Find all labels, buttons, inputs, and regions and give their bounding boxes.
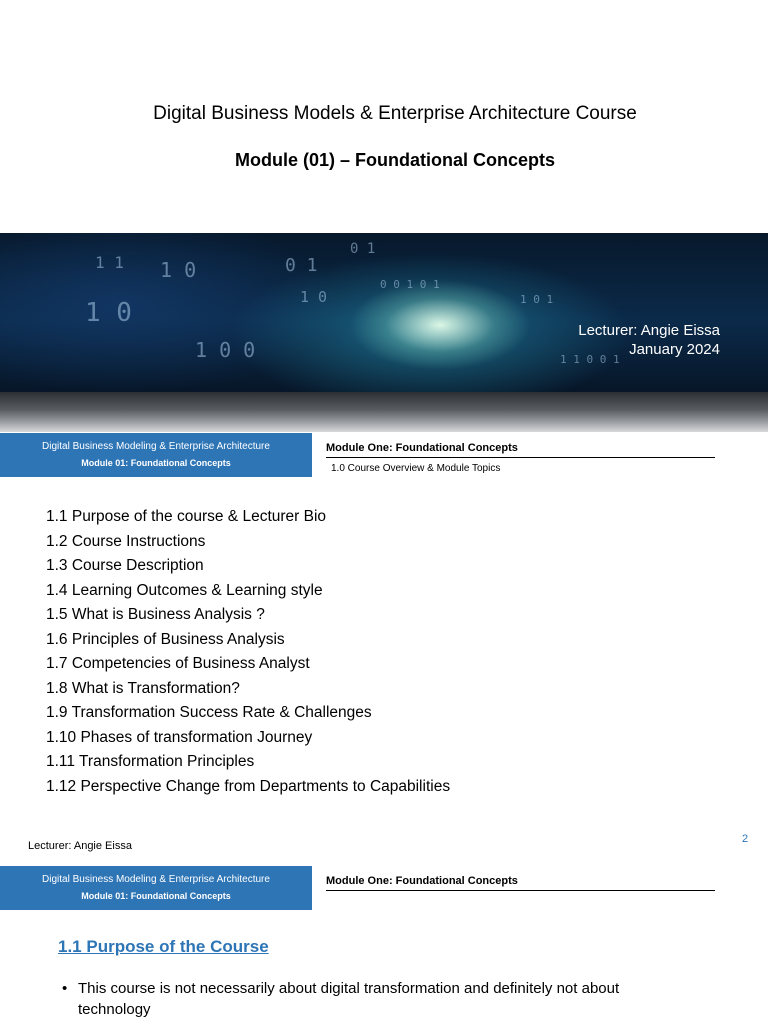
banner-binary: 1 0 xyxy=(300,288,328,306)
topic-item: 1.6 Principles of Business Analysis xyxy=(46,630,285,648)
topic-item: 1.3 Course Description xyxy=(46,557,204,574)
topic-item: 1.7 Competencies of Business Analyst xyxy=(46,655,310,672)
header-module-name: Module 01: Foundational Concepts xyxy=(81,891,231,901)
cover-date: January 2024 xyxy=(629,341,720,358)
topic-item: 1.11 Transformation Principles xyxy=(46,753,255,770)
topic-item: 1.9 Transformation Success Rate & Challenges xyxy=(46,704,372,721)
course-title: Digital Business Models & Enterprise Architecture Course xyxy=(153,103,637,124)
banner-binary: 0 1 xyxy=(285,255,318,276)
bullet-item xyxy=(62,978,682,1020)
topic-item: 1.2 Course Instructions xyxy=(46,532,206,550)
section-title: 1.1 Purpose of the Course xyxy=(58,937,269,956)
module-title: Module (01) – Foundational Concepts xyxy=(234,150,555,170)
banner-binary: 1 1 0 0 1 xyxy=(560,353,620,366)
banner-binary: 1 0 1 xyxy=(520,293,554,306)
bullet-icon: • xyxy=(62,980,68,997)
topic-item: 1.8 What is Transformation? xyxy=(46,679,240,697)
header-module-title: Module One: Foundational Concepts xyxy=(326,442,715,458)
bullet-text: This course is not necessarily about digital transformation and definitely not about technology xyxy=(78,980,620,1018)
banner-binary: 1 0 0 xyxy=(195,338,256,362)
topics-list xyxy=(46,505,450,799)
header-course-name: Digital Business Modeling & Enterprise Architecture xyxy=(42,874,270,885)
banner-binary: 1 0 xyxy=(85,298,132,328)
header-module-name: Module 01: Foundational Concepts xyxy=(81,458,231,468)
topic-item: 1.5 What is Business Analysis ? xyxy=(46,606,265,623)
header-course-name: Digital Business Modeling & Enterprise Architecture xyxy=(42,441,270,452)
topic-item: 1.1 Purpose of the course & Lecturer Bio xyxy=(46,508,327,525)
cover-banner xyxy=(0,233,768,392)
banner-binary: 0 1 xyxy=(350,241,376,257)
topic-item: 1.10 Phases of transformation Journey xyxy=(46,728,313,746)
cover-lecturer-info xyxy=(578,321,720,359)
topic-item: 1.4 Learning Outcomes & Learning style xyxy=(46,581,323,599)
footer-lecturer: Lecturer: Angie Eissa xyxy=(28,840,132,852)
banner-binary: 0 0 1 0 1 xyxy=(380,278,440,291)
metal-strip xyxy=(0,392,768,432)
topic-item: 1.12 Perspective Change from Departments to Capabilities xyxy=(46,777,451,795)
header-subtitle: 1.0 Course Overview & Module Topics xyxy=(331,463,501,474)
page-number: 2 xyxy=(742,833,749,845)
slide-header-badge xyxy=(0,866,312,910)
header-module-title: Module One: Foundational Concepts xyxy=(326,875,715,891)
banner-binary: 1 0 xyxy=(160,258,197,282)
banner-binary: 1 1 xyxy=(95,253,124,272)
cover-lecturer: Lecturer: Angie Eissa xyxy=(578,322,720,339)
slide-header-badge xyxy=(0,433,312,477)
